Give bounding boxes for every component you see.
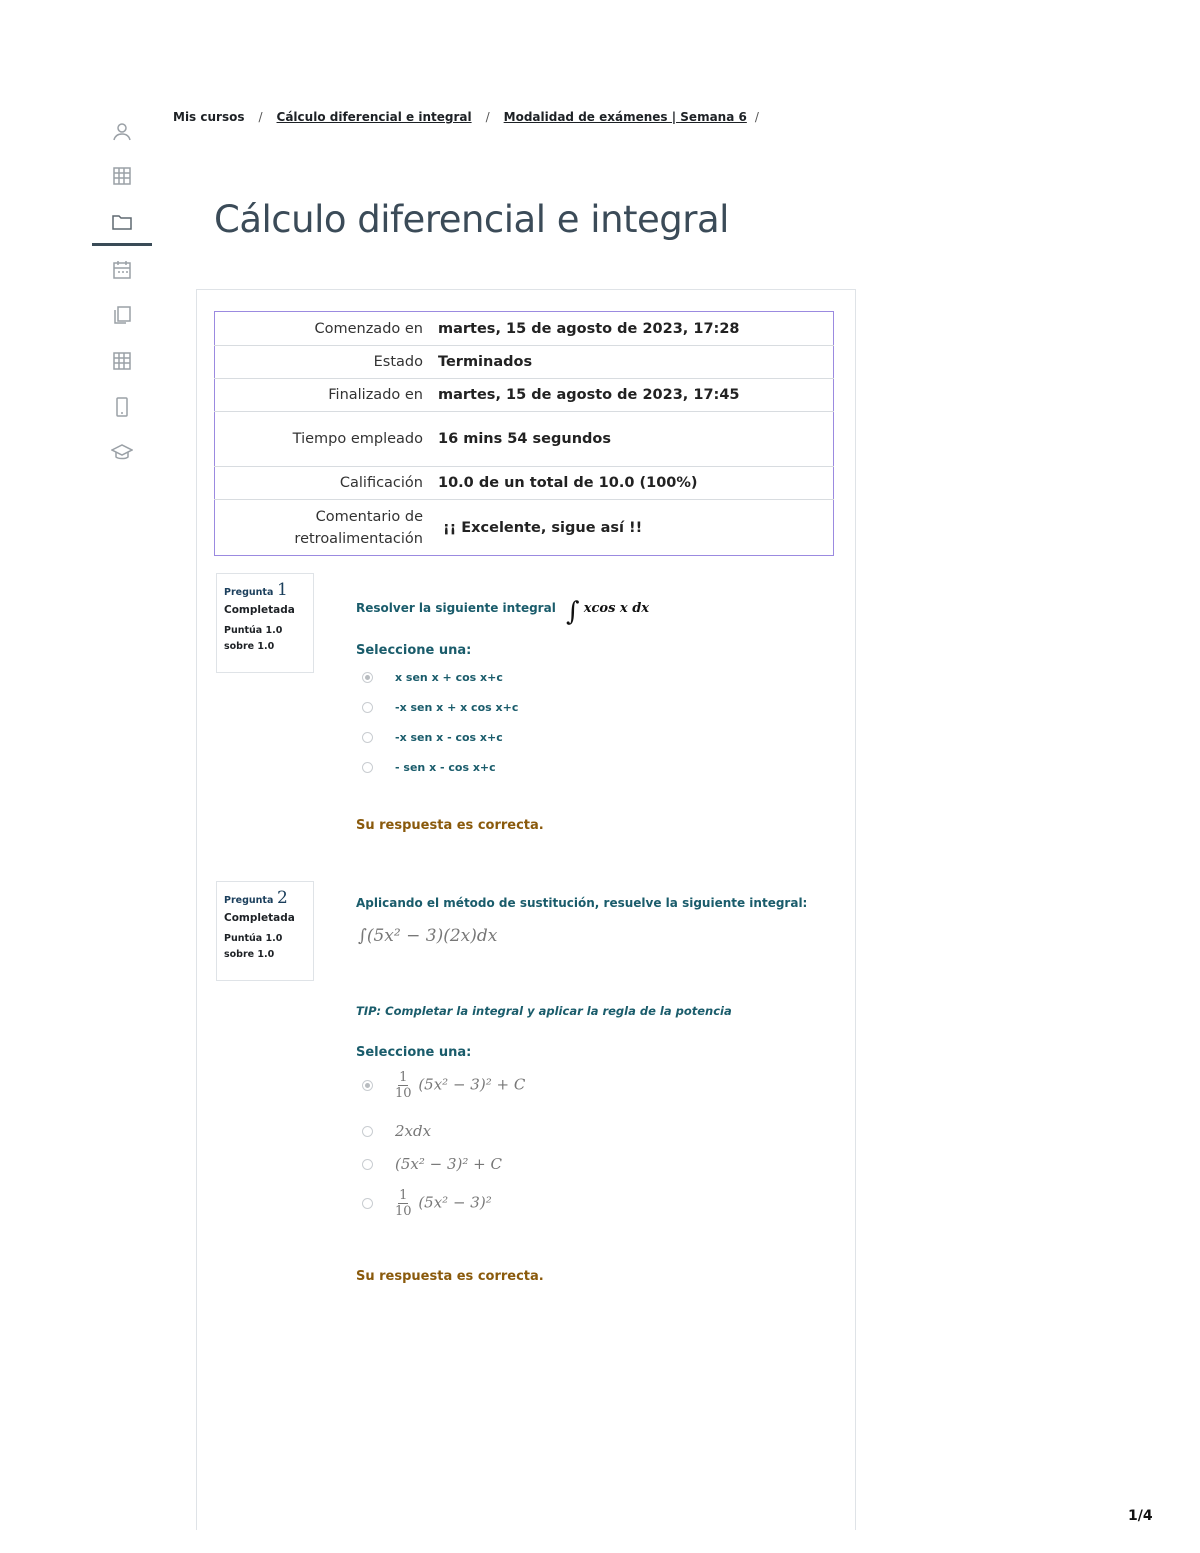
summary-row-grade: [215, 467, 834, 500]
option-label[interactable]: x sen x + cos x+c: [395, 671, 503, 684]
summary-label: Comenzado en: [215, 312, 438, 346]
graduation-cap-icon[interactable]: [92, 432, 152, 472]
radio-button[interactable]: [362, 702, 373, 713]
question-text: Aplicando el método de sustitución, resuelve la siguiente integral:: [356, 896, 808, 910]
option-expression: (5x² − 3)²: [418, 1193, 492, 1212]
question-number: 1: [277, 580, 288, 600]
users-icon[interactable]: [92, 112, 152, 152]
answer-option[interactable]: [362, 761, 496, 774]
answer-option[interactable]: [362, 701, 518, 714]
calendar-icon[interactable]: [92, 250, 152, 290]
answer-feedback: Su respuesta es correcta.: [356, 1269, 544, 1284]
radio-button[interactable]: [362, 672, 373, 683]
summary-value: Terminados: [437, 346, 834, 379]
question-text: [356, 597, 649, 627]
select-one-prompt: Seleccione una:: [356, 1045, 472, 1060]
fraction-denominator: 10: [395, 1086, 412, 1101]
integrand: xcos x dx: [583, 601, 650, 616]
radio-button[interactable]: [362, 762, 373, 773]
summary-label: Comentario de retroalimentación: [294, 508, 423, 547]
breadcrumb-course[interactable]: Cálculo diferencial e integral: [276, 110, 472, 124]
option-label[interactable]: - sen x - cos x+c: [395, 761, 496, 774]
answer-option[interactable]: [362, 731, 503, 744]
integral-sign: ∫: [566, 597, 580, 627]
answer-option[interactable]: [362, 1155, 502, 1173]
radio-button[interactable]: [362, 1080, 373, 1091]
answer-option[interactable]: [362, 1188, 492, 1219]
option-label[interactable]: 2xdx: [395, 1122, 432, 1140]
question-label: Pregunta: [224, 895, 274, 906]
breadcrumb-separator: /: [258, 110, 263, 124]
summary-value: martes, 15 de agosto de 2023, 17:45: [437, 379, 834, 412]
option-label[interactable]: (5x² − 3)² + C: [395, 1155, 502, 1173]
summary-value: 16 mins 54 segundos: [437, 412, 834, 467]
grid-icon[interactable]: [92, 156, 152, 196]
summary-label: Estado: [215, 346, 438, 379]
grid-icon[interactable]: [92, 341, 152, 381]
answer-option[interactable]: [362, 1070, 525, 1101]
summary-value: 10.0 de un total de 10.0 (100%): [437, 467, 834, 500]
option-label[interactable]: [395, 1188, 492, 1219]
answer-option[interactable]: [362, 1122, 431, 1140]
phone-icon[interactable]: [92, 387, 152, 427]
question-info-box: [216, 881, 314, 981]
question-hint: TIP: Completar la integral y aplicar la regla de la potencia: [356, 1004, 732, 1018]
integral-expression: ∫(5x² − 3)(2x)dx: [358, 926, 498, 946]
breadcrumb: [173, 110, 773, 124]
summary-row-feedback: [215, 500, 834, 556]
fraction-numerator: 1: [399, 1188, 408, 1203]
summary-row-time: [215, 412, 834, 467]
radio-button[interactable]: [362, 732, 373, 743]
summary-label: Calificación: [215, 467, 438, 500]
option-label[interactable]: -x sen x + x cos x+c: [395, 701, 519, 714]
radio-button[interactable]: [362, 1159, 373, 1170]
option-label[interactable]: -x sen x - cos x+c: [395, 731, 503, 744]
fraction: [395, 1188, 412, 1219]
summary-label: Tiempo empleado: [215, 412, 438, 467]
breadcrumb-mis-cursos[interactable]: Mis cursos: [173, 110, 245, 124]
copy-icon[interactable]: [92, 295, 152, 335]
answer-feedback: Su respuesta es correcta.: [356, 818, 544, 833]
option-label[interactable]: [395, 1070, 525, 1101]
summary-row-state: [215, 346, 834, 379]
summary-row-started: [215, 312, 834, 346]
question-text-label: Resolver la siguiente integral: [356, 601, 556, 615]
fraction-numerator: 1: [399, 1070, 408, 1085]
question-number: 2: [277, 888, 288, 908]
question-info-box: [216, 573, 314, 673]
fraction: [395, 1070, 412, 1101]
summary-value: ¡¡ Excelente, sigue así !!: [443, 519, 643, 536]
breadcrumb-exam-week[interactable]: Modalidad de exámenes | Semana 6: [503, 110, 747, 124]
option-expression: (5x² − 3)² + C: [418, 1075, 526, 1094]
attempt-summary-table: [214, 311, 834, 556]
question-grade: Puntúa 1.0 sobre 1.0: [224, 625, 283, 652]
question-state: Completada: [224, 604, 295, 616]
summary-value: martes, 15 de agosto de 2023, 17:28: [437, 312, 834, 346]
select-one-prompt: Seleccione una:: [356, 643, 472, 658]
answer-option[interactable]: [362, 671, 503, 684]
radio-button[interactable]: [362, 1198, 373, 1209]
question-label: Pregunta: [224, 587, 274, 598]
question-state: Completada: [224, 912, 295, 924]
page-title: Cálculo diferencial e integral: [214, 198, 729, 241]
summary-row-finished: [215, 379, 834, 412]
question-grade: Puntúa 1.0 sobre 1.0: [224, 933, 283, 960]
page-number: 1/4: [1128, 1508, 1153, 1524]
fraction-denominator: 10: [395, 1204, 412, 1219]
summary-label: Finalizado en: [215, 379, 438, 412]
breadcrumb-separator: /: [754, 110, 759, 124]
breadcrumb-separator: /: [485, 110, 490, 124]
radio-button[interactable]: [362, 1126, 373, 1137]
folder-icon[interactable]: [92, 202, 152, 242]
